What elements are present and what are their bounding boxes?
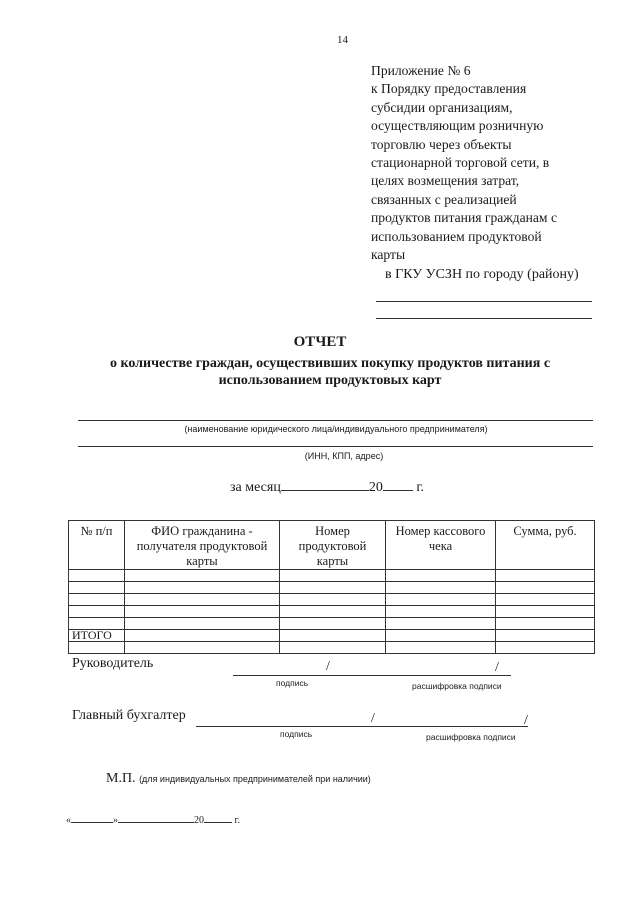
slash: / [371,711,375,726]
table-row [69,606,595,618]
accountant-label: Главный бухгалтер [72,708,186,723]
appendix-line: к Порядку предоставления [371,81,527,97]
org-name-line [78,420,593,421]
table-row [69,618,595,630]
appendix-block [371,62,601,264]
org-name-caption: (наименование юридического лица/индивидуального предпринимателя) [184,424,488,434]
appendix-line: стационарной торговой сети, в [371,155,550,171]
addressee: в ГКУ УСЗН по городу (району) [385,267,579,282]
stamp-note: (для индивидуальных предпринимателей при наличии) [139,774,371,784]
appendix-line: Приложение № 6 [371,63,471,78]
head-sign-caption: подпись [276,678,309,688]
report-table [68,520,595,654]
appendix-line: продуктов питания гражданам с [371,210,557,226]
date-year-prefix: 20 [194,815,204,826]
appendix-line: целях возмещения затрат, [371,173,520,189]
slash: / [326,659,330,674]
inn-caption: (ИНН, КПП, адрес) [304,451,384,461]
report-subtitle: о количестве граждан, осуществивших покупку продуктов питания с использованием продуктовых карт [109,356,551,388]
col-header-receipt: Номер кассового чека [386,521,496,570]
date-year-suffix: г. [234,815,240,826]
head-label: Руководитель [72,656,154,671]
addressee-line [376,318,592,319]
accountant-signature-line [196,726,528,727]
appendix-line: торговлю через объекты [371,136,512,152]
inn-line [78,446,593,447]
page-number: 14 [337,34,348,46]
appendix-line: карты [371,247,406,263]
accountant-sign-caption: подпись [280,729,313,739]
total-label: ИТОГО [69,630,125,642]
table-row [69,582,595,594]
appendix-line: субсидии организациям, [371,99,513,115]
year-prefix: 20 [368,480,383,495]
col-header-number: № п/п [69,521,125,570]
appendix-line: использованием продуктовой [371,228,542,244]
col-header-name: ФИО гражданина - получателя продуктовой карты [125,521,280,570]
head-signature-line [233,675,511,676]
date-close-quote: » [113,815,118,826]
table-row [69,642,595,654]
addressee-line [376,301,592,302]
accountant-decode-caption: расшифровка подписи [426,732,516,742]
report-title: ОТЧЕТ [293,334,347,350]
year-suffix: г. [416,480,424,495]
month-line [230,480,424,496]
col-header-sum: Сумма, руб. [496,521,595,570]
appendix-line: осуществляющим розничную [371,118,544,134]
slash: / [495,660,499,675]
slash: / [524,713,528,728]
table-row [69,570,595,582]
table-header-row [69,521,595,570]
appendix-line: связанных с реализацией [371,191,517,207]
table-row [69,594,595,606]
date-line [66,815,240,826]
stamp-label: М.П. [106,771,136,786]
head-decode-caption: расшифровка подписи [412,681,502,691]
date-open-quote: « [66,815,71,826]
col-header-card: Номер продуктовой карты [280,521,386,570]
stamp-line [106,771,371,787]
total-row [69,630,595,642]
month-label: за месяц [230,480,281,495]
